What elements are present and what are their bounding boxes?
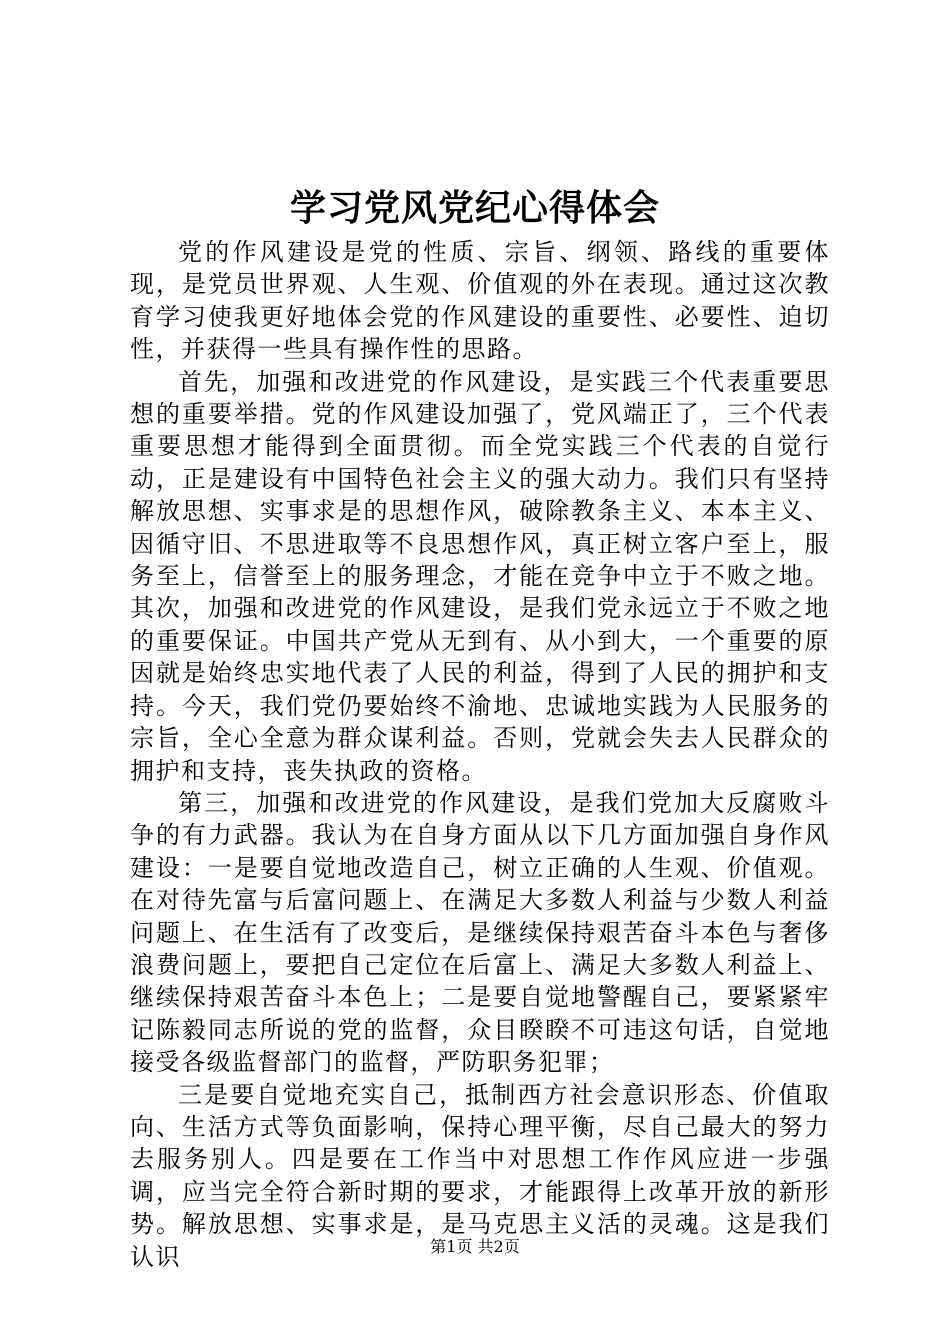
- page-footer: 第1页 共2页: [430, 1237, 520, 1256]
- paragraph-3: 第三，加强和改进党的作风建设，是我们党加大反腐败斗争的有力武器。我认为在自身方面从以下几方面加强自身作风建设：一是要自觉地改造自己，树立正确的人生观、价值观。在对待先富与后富问题上、在满足大多数人利益与少数人利益问题上、在生活有了改变后，是继续保持艰苦奋斗本色与奢侈浪费问题上，要把自己定位在后富上、满足大多数人利益上、继续保持艰苦奋斗本色上；二是要自觉地警醒自己，要紧紧牢记陈毅同志所说的党的监督，众目睽睽不可违这句话，自觉地接受各级监督部门的监督，严防职务犯罪；: [130, 788, 830, 1077]
- paragraph-4: 三是要自觉地充实自己，抵制西方社会意识形态、价值取向、生活方式等负面影响，保持心理平衡，尽自己最大的努力去服务别人。四是要在工作当中对思想工作作风应进一步强调，应当完全符合新时期的要求，才能跟得上改革开放的新形势。解放思想、实事求是，是马克思主义活的灵魂。这是我们认识: [130, 1080, 830, 1271]
- paragraph-2: 首先，加强和改进党的作风建设，是实践三个代表重要思想的重要举措。党的作风建设加强了，党风端正了，三个代表重要思想才能得到全面贯彻。而全党实践三个代表的自觉行动，正是建设有中国特色社会主义的强大动力。我们只有坚持解放思想、实事求是的思想作风，破除教条主义、本本主义、因循守旧、不思进取等不良思想作风，真正树立客户至上，服务至上，信誉至上的服务理念，才能在竞争中立于不败之地。其次，加强和改进党的作风建设，是我们党永远立于不败之地的重要保证。中国共产党从无到有、从小到大，一个重要的原因就是始终忠实地代表了人民的利益，得到了人民的拥护和支持。今天，我们党仍要始终不渝地、忠诚地实践为人民服务的宗旨，全心全意为群众谋利益。否则，党就会失去人民群众的拥护和支持，丧失执政的资格。: [130, 367, 830, 785]
- paragraph-1: 党的作风建设是党的性质、宗旨、纲领、路线的重要体现，是党员世界观、人生观、价值观的外在表现。通过这次教育学习使我更好地体会党的作风建设的重要性、必要性、迫切性，并获得一些具有操作性的思路。: [130, 238, 830, 364]
- document-title: 学习党风党纪心得体会: [289, 187, 660, 229]
- document-body: [130, 236, 830, 1273]
